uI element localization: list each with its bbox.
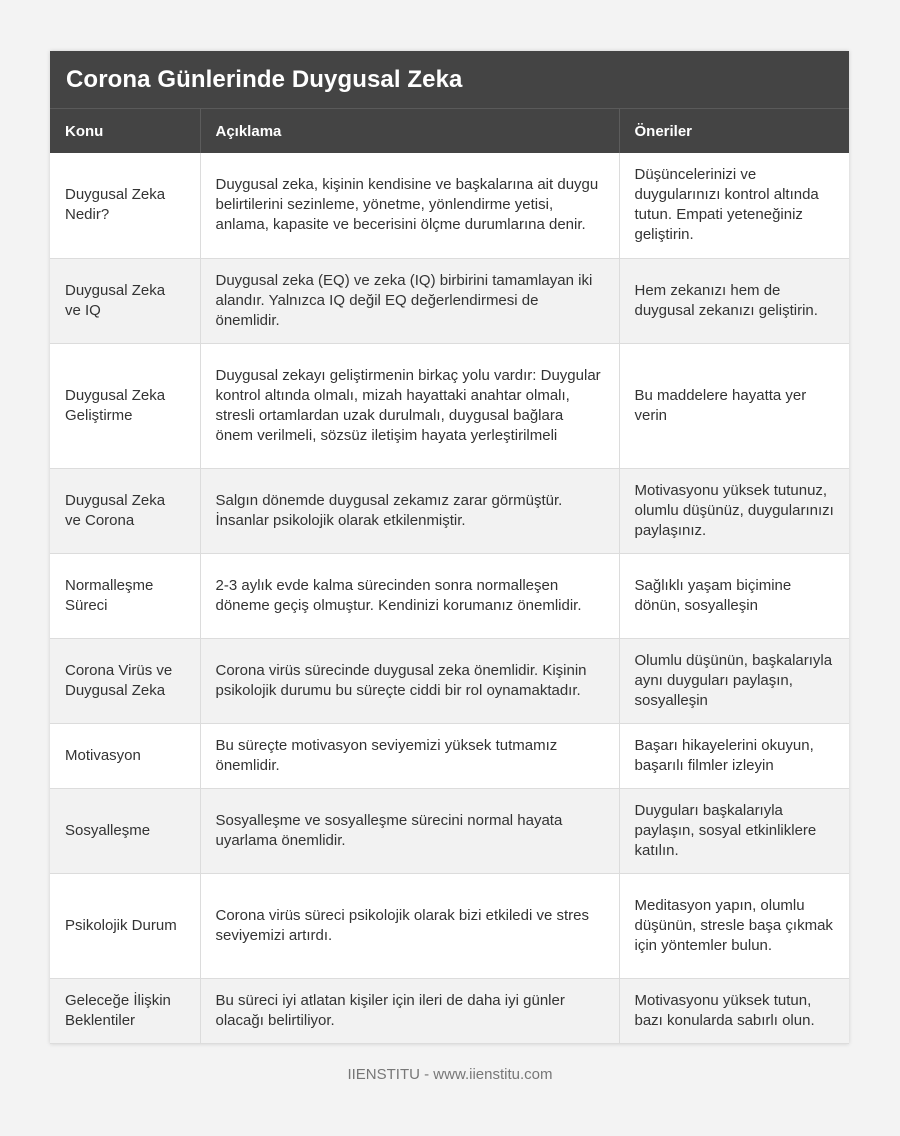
cell-recommendation: Düşüncelerinizi ve duygularınızı kontrol altında tutun. Empati yeteneğiniz geliştirin. [619, 153, 849, 258]
table-title: Corona Günlerinde Duygusal Zeka [66, 65, 463, 93]
table-row [50, 638, 849, 723]
table-row [50, 258, 849, 343]
cell-topic: Duygusal Zeka Geliştirme [50, 343, 200, 468]
cell-recommendation: Motivasyonu yüksek tutun, bazı konularda sabırlı olun. [619, 978, 849, 1043]
table-row [50, 153, 849, 258]
table-title-bar [50, 51, 849, 109]
table-row [50, 978, 849, 1043]
footer-credit: IIENSTITU - www.iienstitu.com [347, 1066, 553, 1083]
column-header-aciklama: Açıklama [200, 109, 619, 153]
cell-description: Corona virüs sürecinde duygusal zeka önemlidir. Kişinin psikolojik durumu bu süreçte ciddi bir rol oynamaktadır. [200, 638, 619, 723]
table-body [50, 153, 849, 1043]
cell-topic: Duygusal Zeka Nedir? [50, 153, 200, 258]
cell-topic: Sosyalleşme [50, 788, 200, 873]
cell-topic: Geleceğe İlişkin Beklentiler [50, 978, 200, 1043]
column-header-oneriler: Öneriler [619, 109, 849, 153]
cell-description: Bu süreçte motivasyon seviyemizi yüksek tutmamız önemlidir. [200, 723, 619, 788]
cell-topic: Duygusal Zeka ve IQ [50, 258, 200, 343]
cell-recommendation: Bu maddelere hayatta yer verin [619, 343, 849, 468]
header-row [50, 109, 849, 153]
column-header-konu: Konu [50, 109, 200, 153]
cell-topic: Corona Virüs ve Duygusal Zeka [50, 638, 200, 723]
cell-recommendation: Meditasyon yapın, olumlu düşünün, stresle başa çıkmak için yöntemler bulun. [619, 873, 849, 978]
cell-topic: Psikolojik Durum [50, 873, 200, 978]
cell-description: Sosyalleşme ve sosyalleşme sürecini normal hayata uyarlama önemlidir. [200, 788, 619, 873]
table-header [50, 109, 849, 153]
cell-recommendation: Olumlu düşünün, başkalarıyla aynı duyguları paylaşın, sosyalleşin [619, 638, 849, 723]
table-row [50, 873, 849, 978]
table-row [50, 468, 849, 553]
cell-description: Salgın dönemde duygusal zekamız zarar görmüştür. İnsanlar psikolojik olarak etkilenmiştir. [200, 468, 619, 553]
cell-recommendation: Başarı hikayelerini okuyun, başarılı filmler izleyin [619, 723, 849, 788]
cell-topic: Normalleşme Süreci [50, 553, 200, 638]
cell-recommendation: Hem zekanızı hem de duygusal zekanızı geliştirin. [619, 258, 849, 343]
cell-recommendation: Motivasyonu yüksek tutunuz, olumlu düşünüz, duygularınızı paylaşınız. [619, 468, 849, 553]
cell-description: Duygusal zekayı geliştirmenin birkaç yolu vardır: Duygular kontrol altında olmalı, mizah hayattaki anahtar olmalı, stresli ortamlardan uzak durulmalı, duygusal bağlara önem verilmeli, sözsüz iletişim hayata yerleştirilmeli [200, 343, 619, 468]
cell-description: Duygusal zeka, kişinin kendisine ve başkalarına ait duygu belirtilerini sezinleme, yönetme, yönlendirme yetisi, anlama, kapasite ve becerisini ölçme durumlarına denir. [200, 153, 619, 258]
cell-recommendation: Duyguları başkalarıyla paylaşın, sosyal etkinliklere katılın. [619, 788, 849, 873]
cell-description: 2-3 aylık evde kalma sürecinden sonra normalleşen döneme geçiş olmuştur. Kendinizi korumanız önemlidir. [200, 553, 619, 638]
cell-topic: Motivasyon [50, 723, 200, 788]
table-row [50, 343, 849, 468]
info-table-card [50, 51, 849, 1044]
cell-description: Bu süreci iyi atlatan kişiler için ileri de daha iyi günler olacağı belirtiliyor. [200, 978, 619, 1043]
table-row [50, 723, 849, 788]
table-row [50, 553, 849, 638]
cell-recommendation: Sağlıklı yaşam biçimine dönün, sosyalleşin [619, 553, 849, 638]
info-table [50, 109, 849, 1044]
cell-topic: Duygusal Zeka ve Corona [50, 468, 200, 553]
table-row [50, 788, 849, 873]
cell-description: Corona virüs süreci psikolojik olarak bizi etkiledi ve stres seviyemizi artırdı. [200, 873, 619, 978]
cell-description: Duygusal zeka (EQ) ve zeka (IQ) birbirini tamamlayan iki alandır. Yalnızca IQ değil EQ değerlendirmesi de önemlidir. [200, 258, 619, 343]
